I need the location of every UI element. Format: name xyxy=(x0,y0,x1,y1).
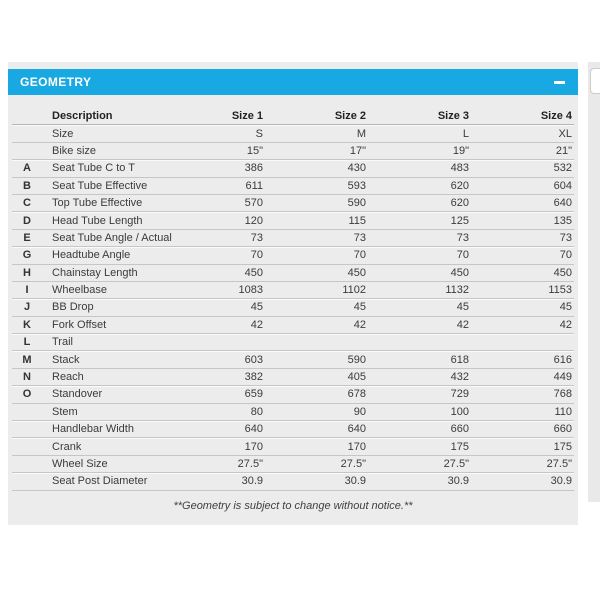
row-size4-value: 768 xyxy=(471,386,574,403)
row-size4-value: 640 xyxy=(471,194,574,211)
table-row xyxy=(12,438,574,455)
row-size4-value: 21" xyxy=(471,142,574,159)
row-description: BB Drop xyxy=(42,299,162,316)
row-size3-value: 100 xyxy=(368,403,471,420)
row-size2-value: 115 xyxy=(265,212,368,229)
row-size3-value: 660 xyxy=(368,421,471,438)
row-size4-value: 450 xyxy=(471,264,574,281)
row-size4-value: 532 xyxy=(471,160,574,177)
row-size3-value: 45 xyxy=(368,299,471,316)
row-size1-value: 603 xyxy=(162,351,265,368)
row-size2-value: 450 xyxy=(265,264,368,281)
row-letter xyxy=(12,438,42,455)
col-header-size3: Size 3 xyxy=(368,108,471,125)
row-size1-value: 450 xyxy=(162,264,265,281)
table-row xyxy=(12,351,574,368)
geometry-footnote: **Geometry is subject to change without notice.** xyxy=(173,499,413,512)
table-row xyxy=(12,403,574,420)
row-description: Headtube Angle xyxy=(42,247,162,264)
table-row xyxy=(12,316,574,333)
row-description: Bike size xyxy=(42,142,162,159)
row-size1-value: 640 xyxy=(162,421,265,438)
row-letter: C xyxy=(12,194,42,211)
row-size2-value: 73 xyxy=(265,229,368,246)
table-row xyxy=(12,264,574,281)
row-description: Size xyxy=(42,125,162,142)
row-letter: L xyxy=(12,334,42,351)
row-size4-value: 135 xyxy=(471,212,574,229)
row-letter: I xyxy=(12,281,42,298)
row-description: Seat Tube Angle / Actual xyxy=(42,229,162,246)
row-description: Wheelbase xyxy=(42,281,162,298)
row-size2-value: 590 xyxy=(265,351,368,368)
geometry-panel xyxy=(8,62,578,525)
row-description: Standover xyxy=(42,386,162,403)
row-letter xyxy=(12,125,42,142)
row-size1-value: 70 xyxy=(162,247,265,264)
table-header-row xyxy=(12,108,574,125)
row-size4-value: 660 xyxy=(471,421,574,438)
collapse-minus-icon[interactable] xyxy=(554,81,565,84)
table-row xyxy=(12,386,574,403)
row-size4-value: 70 xyxy=(471,247,574,264)
table-row xyxy=(12,142,574,159)
row-size3-value: L xyxy=(368,125,471,142)
row-size1-value: 27.5" xyxy=(162,455,265,472)
row-size4-value: 45 xyxy=(471,299,574,316)
table-row xyxy=(12,421,574,438)
row-letter: J xyxy=(12,299,42,316)
row-size1-value: 386 xyxy=(162,160,265,177)
row-size2-value: 27.5" xyxy=(265,455,368,472)
row-letter: H xyxy=(12,264,42,281)
table-row xyxy=(12,299,574,316)
table-row xyxy=(12,125,574,142)
row-size3-value: 175 xyxy=(368,438,471,455)
row-size4-value: 27.5" xyxy=(471,455,574,472)
row-size4-value: XL xyxy=(471,125,574,142)
row-description: Stem xyxy=(42,403,162,420)
row-size2-value: 70 xyxy=(265,247,368,264)
row-size3-value: 620 xyxy=(368,194,471,211)
row-size4-value: 616 xyxy=(471,351,574,368)
row-size4-value: 42 xyxy=(471,316,574,333)
row-letter: N xyxy=(12,368,42,385)
row-size1-value: 1083 xyxy=(162,281,265,298)
col-header-size4: Size 4 xyxy=(471,108,574,125)
row-size1-value: 42 xyxy=(162,316,265,333)
adjacent-panel-corner xyxy=(590,68,600,94)
table-row xyxy=(12,177,574,194)
panel-title: GEOMETRY xyxy=(20,75,92,89)
table-row xyxy=(12,334,574,351)
row-size1-value: 45 xyxy=(162,299,265,316)
row-size2-value: 17" xyxy=(265,142,368,159)
row-letter: A xyxy=(12,160,42,177)
row-size2-value: 30.9 xyxy=(265,473,368,490)
row-size2-value: 678 xyxy=(265,386,368,403)
row-description: Fork Offset xyxy=(42,316,162,333)
row-description: Reach xyxy=(42,368,162,385)
row-description: Crank xyxy=(42,438,162,455)
row-letter: M xyxy=(12,351,42,368)
row-letter: O xyxy=(12,386,42,403)
row-size1-value: 80 xyxy=(162,403,265,420)
row-letter xyxy=(12,421,42,438)
row-letter: D xyxy=(12,212,42,229)
geometry-table xyxy=(12,108,574,491)
row-size2-value: 405 xyxy=(265,368,368,385)
row-size2-value: 640 xyxy=(265,421,368,438)
row-size4-value: 175 xyxy=(471,438,574,455)
row-size3-value: 618 xyxy=(368,351,471,368)
row-description: Top Tube Effective xyxy=(42,194,162,211)
row-size3-value xyxy=(368,334,471,351)
row-description: Seat Tube Effective xyxy=(42,177,162,194)
row-size4-value: 73 xyxy=(471,229,574,246)
col-header-letter xyxy=(12,108,42,125)
row-size3-value: 19" xyxy=(368,142,471,159)
row-letter xyxy=(12,403,42,420)
row-size3-value: 27.5" xyxy=(368,455,471,472)
table-row xyxy=(12,229,574,246)
row-size1-value: 382 xyxy=(162,368,265,385)
table-row xyxy=(12,281,574,298)
row-size3-value: 450 xyxy=(368,264,471,281)
row-size2-value: 42 xyxy=(265,316,368,333)
col-header-description: Description xyxy=(42,108,162,125)
row-size1-value xyxy=(162,334,265,351)
row-size2-value: M xyxy=(265,125,368,142)
row-description: Trail xyxy=(42,334,162,351)
row-letter xyxy=(12,473,42,490)
row-description: Stack xyxy=(42,351,162,368)
row-size4-value: 1153 xyxy=(471,281,574,298)
row-size2-value: 590 xyxy=(265,194,368,211)
row-size4-value: 30.9 xyxy=(471,473,574,490)
row-size3-value: 620 xyxy=(368,177,471,194)
row-size3-value: 729 xyxy=(368,386,471,403)
row-description: Seat Tube C to T xyxy=(42,160,162,177)
col-header-size1: Size 1 xyxy=(162,108,265,125)
row-size1-value: 570 xyxy=(162,194,265,211)
row-size1-value: 611 xyxy=(162,177,265,194)
row-size2-value: 45 xyxy=(265,299,368,316)
table-row xyxy=(12,455,574,472)
row-size1-value: 15" xyxy=(162,142,265,159)
row-size2-value: 593 xyxy=(265,177,368,194)
row-letter xyxy=(12,455,42,472)
row-size2-value xyxy=(265,334,368,351)
row-description: Wheel Size xyxy=(42,455,162,472)
row-size1-value: 170 xyxy=(162,438,265,455)
row-size2-value: 90 xyxy=(265,403,368,420)
col-header-size2: Size 2 xyxy=(265,108,368,125)
geometry-accordion-header[interactable] xyxy=(8,69,578,95)
table-row xyxy=(12,473,574,490)
row-size1-value: S xyxy=(162,125,265,142)
table-row xyxy=(12,212,574,229)
row-letter: K xyxy=(12,316,42,333)
row-letter xyxy=(12,142,42,159)
row-size4-value: 604 xyxy=(471,177,574,194)
row-size4-value: 110 xyxy=(471,403,574,420)
row-letter: G xyxy=(12,247,42,264)
row-size3-value: 125 xyxy=(368,212,471,229)
row-size4-value: 449 xyxy=(471,368,574,385)
row-size3-value: 30.9 xyxy=(368,473,471,490)
row-size1-value: 120 xyxy=(162,212,265,229)
row-size2-value: 170 xyxy=(265,438,368,455)
row-size3-value: 73 xyxy=(368,229,471,246)
adjacent-panel-edge xyxy=(588,62,600,502)
row-description: Chainstay Length xyxy=(42,264,162,281)
row-letter: B xyxy=(12,177,42,194)
row-size3-value: 432 xyxy=(368,368,471,385)
row-description: Seat Post Diameter xyxy=(42,473,162,490)
row-size2-value: 1102 xyxy=(265,281,368,298)
row-size1-value: 659 xyxy=(162,386,265,403)
row-size3-value: 1132 xyxy=(368,281,471,298)
row-size3-value: 70 xyxy=(368,247,471,264)
row-size3-value: 42 xyxy=(368,316,471,333)
row-letter: E xyxy=(12,229,42,246)
row-size1-value: 73 xyxy=(162,229,265,246)
row-size2-value: 430 xyxy=(265,160,368,177)
row-size4-value xyxy=(471,334,574,351)
table-row xyxy=(12,194,574,211)
row-size3-value: 483 xyxy=(368,160,471,177)
row-size1-value: 30.9 xyxy=(162,473,265,490)
table-row xyxy=(12,160,574,177)
row-description: Head Tube Length xyxy=(42,212,162,229)
table-row xyxy=(12,368,574,385)
row-description: Handlebar Width xyxy=(42,421,162,438)
table-row xyxy=(12,247,574,264)
